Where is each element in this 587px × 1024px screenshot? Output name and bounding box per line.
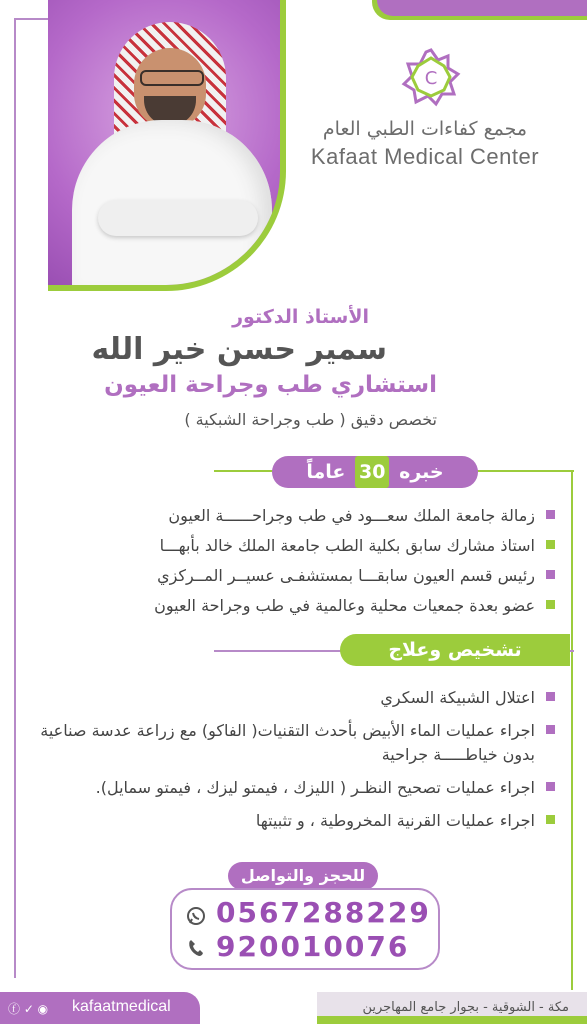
doctor-subspecialty: تخصص دقيق ( طب وجراحة الشبكية ) — [184, 410, 437, 429]
whatsapp-icon[interactable] — [186, 906, 206, 926]
square-bullet-icon — [546, 510, 555, 519]
glasses — [140, 70, 204, 86]
contact-box — [170, 888, 440, 970]
crossed-arms — [98, 200, 258, 236]
frame-line-right — [571, 470, 573, 990]
doctor-photo — [48, 0, 286, 291]
experience-years: 30 — [355, 456, 389, 488]
brand-name-english: Kafaat Medical Center — [310, 144, 540, 169]
kafaat-logo-icon — [400, 46, 462, 108]
list-item: اجراء عمليات تصحيح النظـر ( الليزك ، فيمتو ليزك ، فيمتو سمايل). — [27, 776, 557, 800]
clinic-address: مكة - الشوقية - بجوار جامع المهاجرين — [362, 1000, 569, 1015]
contact-badge: للحجز والتواصل — [228, 862, 378, 890]
logo-letter: C — [424, 68, 438, 89]
square-bullet-icon — [546, 600, 555, 609]
list-item: اجراء عمليات القرنية المخروطية ، و تثبيتها — [27, 809, 557, 833]
square-bullet-icon — [546, 782, 555, 791]
frame-line-left — [14, 18, 16, 978]
list-item: عضو بعدة جمعيات محلية وعالمية في طب وجراحة العيون — [27, 594, 557, 624]
square-bullet-icon — [546, 815, 555, 824]
phone-mobile-link[interactable]: 0567288229 — [216, 896, 431, 929]
top-accent-purple — [377, 0, 587, 16]
experience-unit: عاماً — [306, 461, 346, 483]
experience-list — [27, 504, 557, 624]
list-item: زمالة جامعة الملك سعـــود في طب وجراحــــــة العيون — [27, 504, 557, 534]
phone-icon[interactable] — [186, 938, 206, 958]
doctor-name: سمير حسن خير الله — [91, 332, 387, 367]
diagnosis-badge: تشخيص وعلاج — [340, 634, 570, 666]
list-item: اعتلال الشبيكة السكري — [27, 686, 557, 710]
square-bullet-icon — [546, 570, 555, 579]
footer-green-strip — [317, 1016, 587, 1024]
diagnosis-list — [27, 686, 557, 842]
square-bullet-icon — [546, 725, 555, 734]
square-bullet-icon — [546, 540, 555, 549]
list-item: اجراء عمليات الماء الأبيض بأحدث التقنيات( الفاكو) مع زراعة عدسة صناعية بدون خياطـــــة جراحية — [27, 719, 557, 767]
social-icons[interactable]: ⓕ ✓ ◉ — [8, 1002, 49, 1016]
phone-landline-link[interactable]: 920010076 — [216, 930, 410, 963]
experience-label: خبره — [399, 461, 444, 483]
square-bullet-icon — [546, 692, 555, 701]
experience-badge — [272, 456, 478, 488]
doctor-title: الأستاذ الدكتور — [232, 306, 369, 328]
doctor-specialty: استشاري طب وجراحة العيون — [104, 372, 437, 398]
brand-name-arabic: مجمع كفاءات الطبي العام — [322, 118, 528, 140]
social-handle[interactable]: kafaatmedical — [72, 998, 171, 1015]
list-item: رئيس قسم العيون سابقـــا بمستشفـى عسيــر المــركزي — [27, 564, 557, 594]
list-item: استاذ مشارك سابق بكلية الطب جامعة الملك خالد بأبهـــا — [27, 534, 557, 564]
